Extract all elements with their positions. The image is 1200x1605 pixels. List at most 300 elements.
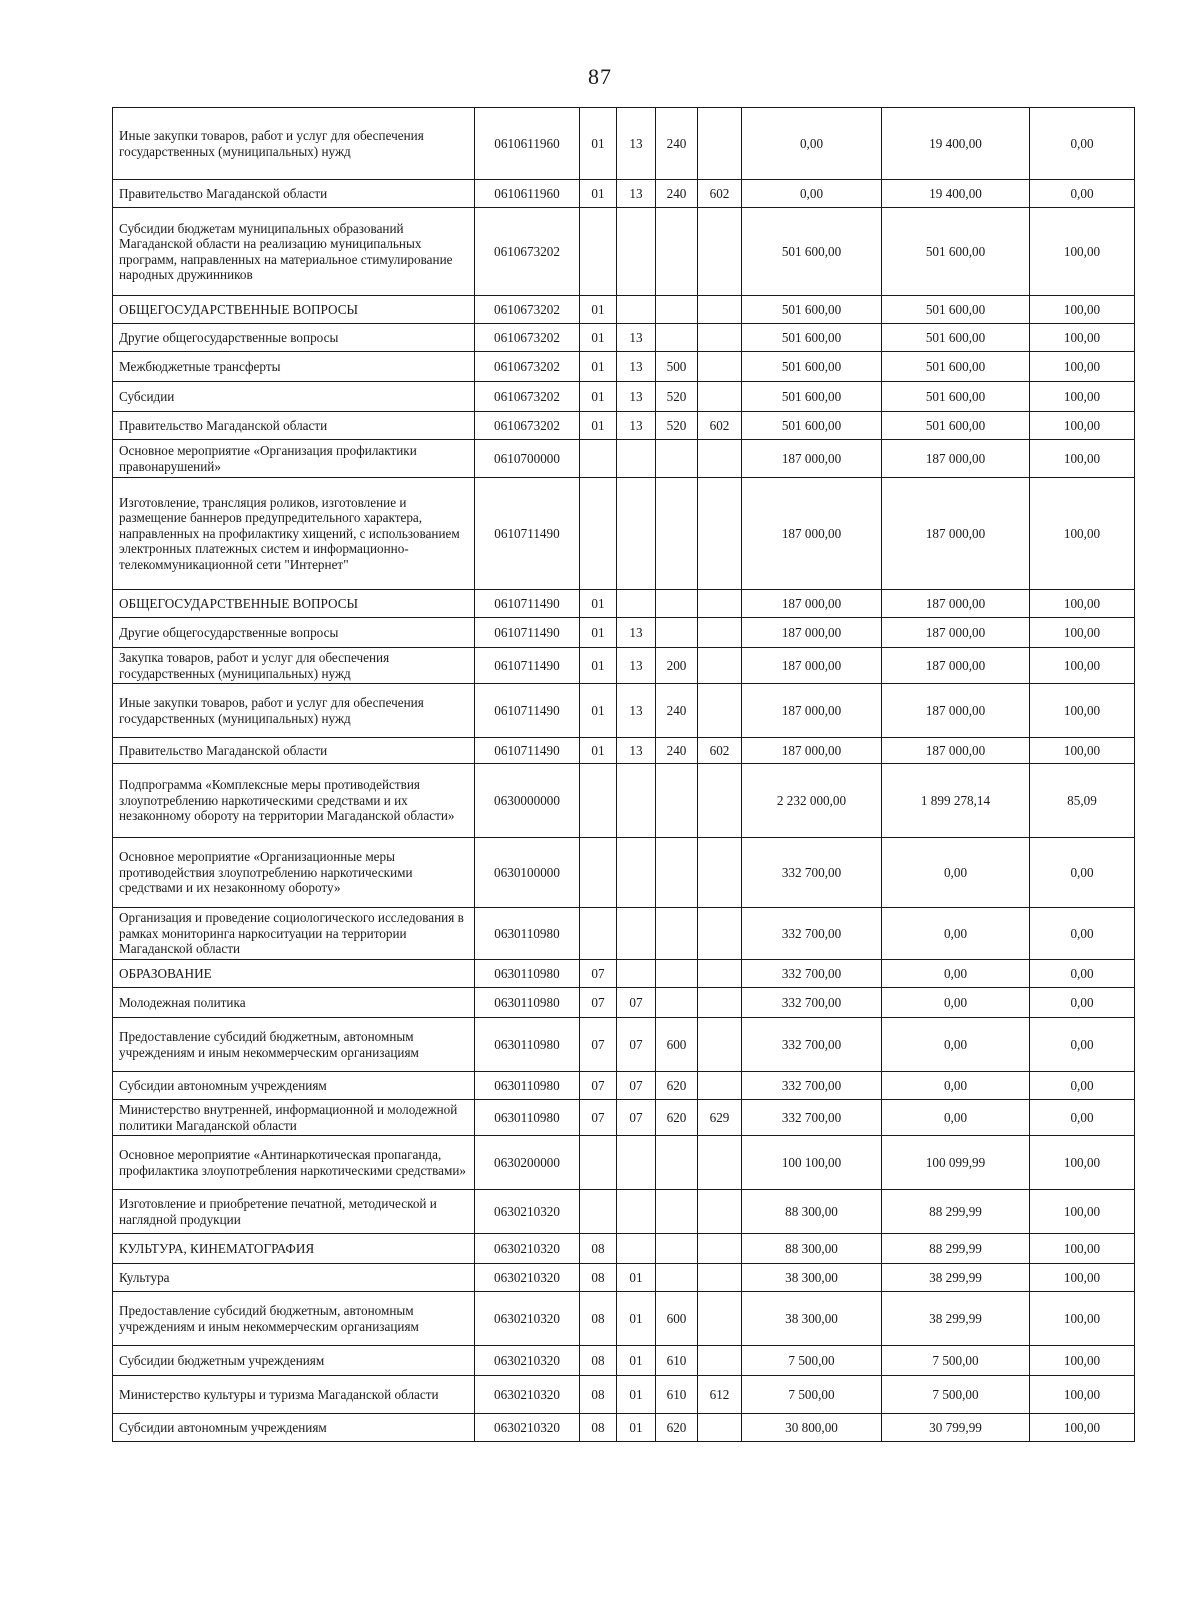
row-expense-type: 610 [656, 1346, 698, 1376]
row-section: 07 [580, 1072, 617, 1100]
row-percent: 100,00 [1030, 590, 1135, 618]
row-plan: 332 700,00 [742, 1018, 882, 1072]
row-plan: 501 600,00 [742, 412, 882, 440]
row-subsection [617, 440, 656, 478]
row-subsection [617, 296, 656, 324]
row-percent: 100,00 [1030, 1292, 1135, 1346]
row-expense-type [656, 324, 698, 352]
row-plan: 30 800,00 [742, 1414, 882, 1442]
row-fact: 88 299,99 [882, 1234, 1030, 1264]
table-row [113, 1100, 1135, 1136]
row-name: Иные закупки товаров, работ и услуг для обеспечения государственных (муниципальных) нужд [113, 108, 475, 180]
row-plan: 187 000,00 [742, 590, 882, 618]
row-name: Изготовление, трансляция роликов, изготовление и размещение баннеров предупредительного характера, направленных на профилактику хищений, с использованием электронных платежных систем и информационно-телекоммуникационной сети "Интернет" [113, 478, 475, 590]
row-fact: 0,00 [882, 960, 1030, 988]
row-expense-type [656, 1234, 698, 1264]
row-grbs [698, 1346, 742, 1376]
row-percent: 100,00 [1030, 1234, 1135, 1264]
row-percent: 100,00 [1030, 1346, 1135, 1376]
row-percent: 100,00 [1030, 738, 1135, 764]
row-percent: 100,00 [1030, 440, 1135, 478]
row-subsection: 01 [617, 1264, 656, 1292]
page-number: 87 [588, 64, 612, 89]
row-section: 07 [580, 988, 617, 1018]
row-grbs [698, 108, 742, 180]
row-section [580, 764, 617, 838]
row-fact: 88 299,99 [882, 1190, 1030, 1234]
row-percent: 0,00 [1030, 108, 1135, 180]
row-fact: 0,00 [882, 1018, 1030, 1072]
row-plan: 501 600,00 [742, 296, 882, 324]
row-plan: 88 300,00 [742, 1190, 882, 1234]
row-expense-type: 240 [656, 684, 698, 738]
row-percent: 0,00 [1030, 838, 1135, 908]
row-plan: 332 700,00 [742, 838, 882, 908]
row-grbs [698, 764, 742, 838]
row-percent: 100,00 [1030, 382, 1135, 412]
row-plan: 332 700,00 [742, 908, 882, 960]
row-subsection: 13 [617, 648, 656, 684]
row-grbs: 629 [698, 1100, 742, 1136]
row-code: 0630210320 [475, 1292, 580, 1346]
row-section: 07 [580, 1100, 617, 1136]
row-section: 01 [580, 180, 617, 208]
row-grbs [698, 1234, 742, 1264]
row-fact: 1 899 278,14 [882, 764, 1030, 838]
row-section: 01 [580, 412, 617, 440]
row-percent: 0,00 [1030, 180, 1135, 208]
budget-table [112, 107, 1135, 1442]
row-expense-type [656, 618, 698, 648]
row-fact: 187 000,00 [882, 684, 1030, 738]
row-code: 0630110980 [475, 1100, 580, 1136]
row-name: Основное мероприятие «Организация профилактики правонарушений» [113, 440, 475, 478]
row-subsection: 07 [617, 988, 656, 1018]
table-row [113, 382, 1135, 412]
row-plan: 7 500,00 [742, 1376, 882, 1414]
table-row [113, 352, 1135, 382]
row-plan: 187 000,00 [742, 478, 882, 590]
row-section: 08 [580, 1414, 617, 1442]
row-fact: 30 799,99 [882, 1414, 1030, 1442]
table-row [113, 764, 1135, 838]
table-row [113, 838, 1135, 908]
row-expense-type [656, 440, 698, 478]
row-code: 0610673202 [475, 412, 580, 440]
row-code: 0630110980 [475, 960, 580, 988]
row-plan: 38 300,00 [742, 1292, 882, 1346]
row-name: КУЛЬТУРА, КИНЕМАТОГРАФИЯ [113, 1234, 475, 1264]
row-grbs [698, 1136, 742, 1190]
row-plan: 332 700,00 [742, 960, 882, 988]
row-plan: 187 000,00 [742, 648, 882, 684]
table-row [113, 1376, 1135, 1414]
row-percent: 100,00 [1030, 684, 1135, 738]
row-name: Другие общегосударственные вопросы [113, 618, 475, 648]
row-grbs [698, 618, 742, 648]
row-fact: 0,00 [882, 988, 1030, 1018]
row-grbs: 602 [698, 180, 742, 208]
row-grbs [698, 296, 742, 324]
row-grbs [698, 478, 742, 590]
row-name: Основное мероприятие «Организационные меры противодействия злоупотреблению наркотическими средствами и их незаконному обороту» [113, 838, 475, 908]
table-row [113, 440, 1135, 478]
table-row [113, 1072, 1135, 1100]
table-row [113, 648, 1135, 684]
row-expense-type [656, 1264, 698, 1292]
row-expense-type [656, 764, 698, 838]
row-subsection [617, 1234, 656, 1264]
row-grbs [698, 382, 742, 412]
row-name: Другие общегосударственные вопросы [113, 324, 475, 352]
row-subsection: 13 [617, 618, 656, 648]
row-name: Субсидии [113, 382, 475, 412]
table-row [113, 738, 1135, 764]
row-fact: 7 500,00 [882, 1376, 1030, 1414]
row-percent: 0,00 [1030, 988, 1135, 1018]
row-expense-type [656, 478, 698, 590]
row-section: 01 [580, 108, 617, 180]
row-percent: 100,00 [1030, 412, 1135, 440]
row-plan: 332 700,00 [742, 988, 882, 1018]
row-code: 0630210320 [475, 1376, 580, 1414]
row-expense-type: 600 [656, 1292, 698, 1346]
row-code: 0610711490 [475, 618, 580, 648]
row-name: Организация и проведение социологического исследования в рамках мониторинга наркоситуации на территории Магаданской области [113, 908, 475, 960]
table-row [113, 1264, 1135, 1292]
row-fact: 38 299,99 [882, 1292, 1030, 1346]
row-plan: 2 232 000,00 [742, 764, 882, 838]
row-plan: 0,00 [742, 108, 882, 180]
row-fact: 187 000,00 [882, 738, 1030, 764]
row-section: 08 [580, 1234, 617, 1264]
row-grbs [698, 352, 742, 382]
row-fact: 501 600,00 [882, 296, 1030, 324]
row-code: 0610673202 [475, 352, 580, 382]
row-expense-type: 620 [656, 1072, 698, 1100]
row-section: 01 [580, 684, 617, 738]
row-plan: 332 700,00 [742, 1100, 882, 1136]
row-grbs: 602 [698, 412, 742, 440]
row-fact: 100 099,99 [882, 1136, 1030, 1190]
row-percent: 100,00 [1030, 1136, 1135, 1190]
row-percent: 0,00 [1030, 1018, 1135, 1072]
row-percent: 100,00 [1030, 208, 1135, 296]
row-grbs [698, 648, 742, 684]
row-name: Предоставление субсидий бюджетным, автономным учреждениям и иным некоммерческим организациям [113, 1292, 475, 1346]
table-row [113, 296, 1135, 324]
row-percent: 100,00 [1030, 324, 1135, 352]
row-section [580, 1136, 617, 1190]
row-expense-type: 600 [656, 1018, 698, 1072]
row-code: 0630100000 [475, 838, 580, 908]
row-subsection: 07 [617, 1072, 656, 1100]
table-row [113, 590, 1135, 618]
row-plan: 187 000,00 [742, 440, 882, 478]
row-percent: 0,00 [1030, 1100, 1135, 1136]
row-expense-type [656, 960, 698, 988]
row-code: 0630210320 [475, 1414, 580, 1442]
table-row [113, 108, 1135, 180]
row-fact: 187 000,00 [882, 648, 1030, 684]
row-name: Иные закупки товаров, работ и услуг для обеспечения государственных (муниципальных) нужд [113, 684, 475, 738]
row-subsection: 13 [617, 324, 656, 352]
row-subsection: 13 [617, 738, 656, 764]
row-name: ОБЩЕГОСУДАРСТВЕННЫЕ ВОПРОСЫ [113, 590, 475, 618]
row-subsection [617, 590, 656, 618]
row-code: 0630200000 [475, 1136, 580, 1190]
row-code: 0610711490 [475, 684, 580, 738]
table-row [113, 180, 1135, 208]
row-fact: 38 299,99 [882, 1264, 1030, 1292]
row-fact: 501 600,00 [882, 324, 1030, 352]
row-fact: 501 600,00 [882, 382, 1030, 412]
row-expense-type [656, 908, 698, 960]
row-section: 07 [580, 960, 617, 988]
row-plan: 501 600,00 [742, 352, 882, 382]
row-percent: 100,00 [1030, 478, 1135, 590]
row-name: ОБЩЕГОСУДАРСТВЕННЫЕ ВОПРОСЫ [113, 296, 475, 324]
row-percent: 0,00 [1030, 908, 1135, 960]
row-name: Министерство внутренней, информационной и молодежной политики Магаданской области [113, 1100, 475, 1136]
row-subsection: 01 [617, 1346, 656, 1376]
row-code: 0630000000 [475, 764, 580, 838]
row-fact: 501 600,00 [882, 352, 1030, 382]
row-fact: 0,00 [882, 1100, 1030, 1136]
row-percent: 0,00 [1030, 1072, 1135, 1100]
row-plan: 332 700,00 [742, 1072, 882, 1100]
row-fact: 19 400,00 [882, 180, 1030, 208]
row-fact: 187 000,00 [882, 440, 1030, 478]
row-name: Молодежная политика [113, 988, 475, 1018]
table-row [113, 1136, 1135, 1190]
table-row [113, 1292, 1135, 1346]
row-grbs [698, 988, 742, 1018]
row-expense-type [656, 1136, 698, 1190]
table-row [113, 618, 1135, 648]
row-expense-type: 240 [656, 180, 698, 208]
row-percent: 100,00 [1030, 1264, 1135, 1292]
row-expense-type: 610 [656, 1376, 698, 1414]
row-subsection: 13 [617, 382, 656, 412]
row-code: 0610611960 [475, 108, 580, 180]
table-row [113, 988, 1135, 1018]
row-code: 0610711490 [475, 648, 580, 684]
table-row [113, 1234, 1135, 1264]
row-code: 0610611960 [475, 180, 580, 208]
row-expense-type: 240 [656, 108, 698, 180]
row-name: Правительство Магаданской области [113, 412, 475, 440]
row-plan: 187 000,00 [742, 618, 882, 648]
row-fact: 19 400,00 [882, 108, 1030, 180]
row-section [580, 440, 617, 478]
row-subsection: 13 [617, 108, 656, 180]
row-grbs [698, 1264, 742, 1292]
row-expense-type: 620 [656, 1414, 698, 1442]
row-section: 01 [580, 324, 617, 352]
row-grbs [698, 1072, 742, 1100]
row-percent: 100,00 [1030, 648, 1135, 684]
table-row [113, 908, 1135, 960]
row-fact: 187 000,00 [882, 478, 1030, 590]
row-percent: 100,00 [1030, 296, 1135, 324]
row-fact: 0,00 [882, 1072, 1030, 1100]
row-code: 0610673202 [475, 296, 580, 324]
row-plan: 501 600,00 [742, 208, 882, 296]
table-row [113, 208, 1135, 296]
row-expense-type: 500 [656, 352, 698, 382]
row-code: 0630210320 [475, 1264, 580, 1292]
row-name: Субсидии бюджетам муниципальных образований Магаданской области на реализацию муниципальных программ, направленных на материальное стимулирование народных дружинников [113, 208, 475, 296]
row-name: Субсидии автономным учреждениям [113, 1414, 475, 1442]
row-subsection [617, 1136, 656, 1190]
row-section: 08 [580, 1346, 617, 1376]
row-percent: 100,00 [1030, 1190, 1135, 1234]
row-percent: 100,00 [1030, 618, 1135, 648]
row-name: Субсидии автономным учреждениям [113, 1072, 475, 1100]
row-grbs: 612 [698, 1376, 742, 1414]
row-grbs [698, 208, 742, 296]
row-subsection [617, 478, 656, 590]
row-grbs [698, 440, 742, 478]
row-expense-type [656, 988, 698, 1018]
row-subsection [617, 908, 656, 960]
row-code: 0610711490 [475, 478, 580, 590]
row-plan: 88 300,00 [742, 1234, 882, 1264]
row-code: 0610700000 [475, 440, 580, 478]
budget-table-body [113, 108, 1135, 1442]
table-row [113, 960, 1135, 988]
row-subsection: 13 [617, 684, 656, 738]
row-name: Подпрограмма «Комплексные меры противодействия злоупотреблению наркотическими средствами и их незаконному обороту на территории Магаданской области» [113, 764, 475, 838]
row-expense-type: 520 [656, 412, 698, 440]
table-row [113, 1190, 1135, 1234]
row-plan: 100 100,00 [742, 1136, 882, 1190]
row-expense-type: 520 [656, 382, 698, 412]
row-section: 01 [580, 648, 617, 684]
row-subsection [617, 838, 656, 908]
row-plan: 187 000,00 [742, 684, 882, 738]
row-percent: 100,00 [1030, 1414, 1135, 1442]
row-subsection [617, 208, 656, 296]
row-name: Культура [113, 1264, 475, 1292]
row-expense-type: 240 [656, 738, 698, 764]
table-row [113, 684, 1135, 738]
row-code: 0630210320 [475, 1346, 580, 1376]
row-subsection: 13 [617, 352, 656, 382]
row-name: Межбюджетные трансферты [113, 352, 475, 382]
row-code: 0610711490 [475, 590, 580, 618]
row-expense-type [656, 208, 698, 296]
table-row [113, 1018, 1135, 1072]
table-row [113, 478, 1135, 590]
row-grbs: 602 [698, 738, 742, 764]
row-name: Субсидии бюджетным учреждениям [113, 1346, 475, 1376]
row-section: 01 [580, 618, 617, 648]
row-grbs [698, 838, 742, 908]
row-fact: 187 000,00 [882, 618, 1030, 648]
row-section: 01 [580, 296, 617, 324]
row-name: ОБРАЗОВАНИЕ [113, 960, 475, 988]
row-subsection: 01 [617, 1376, 656, 1414]
row-grbs [698, 1292, 742, 1346]
row-code: 0630210320 [475, 1190, 580, 1234]
table-row [113, 1346, 1135, 1376]
row-subsection: 13 [617, 180, 656, 208]
row-name: Предоставление субсидий бюджетным, автономным учреждениям и иным некоммерческим организациям [113, 1018, 475, 1072]
table-row [113, 412, 1135, 440]
row-subsection [617, 764, 656, 838]
row-percent: 85,09 [1030, 764, 1135, 838]
row-grbs [698, 960, 742, 988]
row-fact: 501 600,00 [882, 208, 1030, 296]
row-section: 01 [580, 590, 617, 618]
row-plan: 0,00 [742, 180, 882, 208]
row-subsection: 07 [617, 1100, 656, 1136]
row-code: 0630110980 [475, 1018, 580, 1072]
row-name: Правительство Магаданской области [113, 738, 475, 764]
row-subsection: 01 [617, 1292, 656, 1346]
row-code: 0610673202 [475, 324, 580, 352]
row-section [580, 838, 617, 908]
row-subsection [617, 1190, 656, 1234]
row-percent: 100,00 [1030, 352, 1135, 382]
row-expense-type: 200 [656, 648, 698, 684]
row-expense-type [656, 1190, 698, 1234]
row-expense-type [656, 838, 698, 908]
row-section: 08 [580, 1292, 617, 1346]
row-plan: 501 600,00 [742, 382, 882, 412]
row-section [580, 478, 617, 590]
row-expense-type [656, 296, 698, 324]
row-grbs [698, 590, 742, 618]
row-grbs [698, 324, 742, 352]
row-name: Министерство культуры и туризма Магаданской области [113, 1376, 475, 1414]
row-grbs [698, 1018, 742, 1072]
row-plan: 187 000,00 [742, 738, 882, 764]
row-subsection [617, 960, 656, 988]
row-section [580, 1190, 617, 1234]
row-fact: 501 600,00 [882, 412, 1030, 440]
row-fact: 0,00 [882, 908, 1030, 960]
row-section: 08 [580, 1376, 617, 1414]
row-fact: 7 500,00 [882, 1346, 1030, 1376]
row-grbs [698, 908, 742, 960]
row-grbs [698, 1190, 742, 1234]
row-subsection: 07 [617, 1018, 656, 1072]
row-plan: 501 600,00 [742, 324, 882, 352]
row-subsection: 13 [617, 412, 656, 440]
row-section: 07 [580, 1018, 617, 1072]
row-section: 01 [580, 382, 617, 412]
row-percent: 0,00 [1030, 960, 1135, 988]
row-percent: 100,00 [1030, 1376, 1135, 1414]
row-expense-type: 620 [656, 1100, 698, 1136]
row-code: 0630210320 [475, 1234, 580, 1264]
row-subsection: 01 [617, 1414, 656, 1442]
row-grbs [698, 684, 742, 738]
row-plan: 7 500,00 [742, 1346, 882, 1376]
row-code: 0610673202 [475, 208, 580, 296]
row-fact: 0,00 [882, 838, 1030, 908]
table-row [113, 324, 1135, 352]
row-section [580, 908, 617, 960]
row-code: 0630110980 [475, 988, 580, 1018]
row-code: 0630110980 [475, 1072, 580, 1100]
row-name: Закупка товаров, работ и услуг для обеспечения государственных (муниципальных) нужд [113, 648, 475, 684]
row-grbs [698, 1414, 742, 1442]
row-code: 0610673202 [475, 382, 580, 412]
